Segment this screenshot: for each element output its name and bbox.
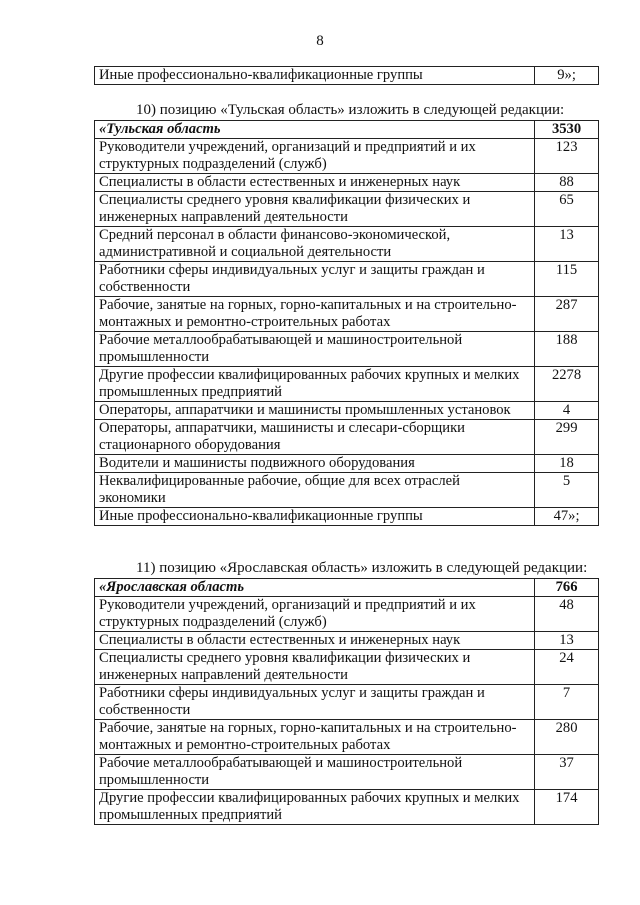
row-value: 4: [535, 402, 599, 420]
row-value: 9»;: [535, 67, 599, 85]
row-label: Работники сферы индивидуальных услуг и защиты граждан и собственности: [95, 262, 535, 297]
row-value: 115: [535, 262, 599, 297]
row-label: Специалисты среднего уровня квалификации физических и инженерных направлений деятельности: [95, 650, 535, 685]
page-number: 8: [316, 33, 324, 49]
table-row: [95, 402, 599, 420]
row-label: Неквалифицированные рабочие, общие для всех отраслей экономики: [95, 473, 535, 508]
row-value: 280: [535, 720, 599, 755]
table-row: [95, 650, 599, 685]
row-value: 24: [535, 650, 599, 685]
row-label: Рабочие, занятые на горных, горно-капитальных и на строительно-монтажных и ремонтно-строительных работах: [95, 297, 535, 332]
row-value: 2278: [535, 367, 599, 402]
table-row: [95, 174, 599, 192]
row-label: Водители и машинисты подвижного оборудования: [95, 455, 535, 473]
row-label: Специалисты в области естественных и инженерных наук: [95, 174, 535, 192]
region-total: 766: [535, 579, 599, 597]
row-label: Другие профессии квалифицированных рабочих крупных и мелких промышленных предприятий: [95, 790, 535, 825]
table-row: [95, 262, 599, 297]
row-value: 299: [535, 420, 599, 455]
row-value: 18: [535, 455, 599, 473]
row-value: 5: [535, 473, 599, 508]
row-label: Другие профессии квалифицированных рабочих крупных и мелких промышленных предприятий: [95, 367, 535, 402]
table-row: [95, 685, 599, 720]
tula-table: [94, 120, 599, 526]
row-label: Операторы, аппаратчики, машинисты и слесари-сборщики стационарного оборудования: [95, 420, 535, 455]
row-value: 287: [535, 297, 599, 332]
table-header-row: [95, 579, 599, 597]
row-value: 188: [535, 332, 599, 367]
row-label: Операторы, аппаратчики и машинисты промышленных установок: [95, 402, 535, 420]
prev-table: [94, 66, 599, 85]
row-value: 174: [535, 790, 599, 825]
table-row: [95, 297, 599, 332]
row-value: 47»;: [535, 508, 599, 526]
table-row: [95, 367, 599, 402]
row-label: Руководители учреждений, организаций и предприятий и их структурных подразделений (служб): [95, 139, 535, 174]
table-row: [95, 139, 599, 174]
row-value: 13: [535, 227, 599, 262]
paragraph-11: 11) позицию «Ярославская область» изложить в следующей редакции:: [136, 560, 588, 576]
row-value: 37: [535, 755, 599, 790]
row-label: Специалисты в области естественных и инженерных наук: [95, 632, 535, 650]
table-row: [95, 755, 599, 790]
row-label: Иные профессионально-квалификационные группы: [95, 67, 535, 85]
table-header-row: [95, 121, 599, 139]
row-label: Руководители учреждений, организаций и предприятий и их структурных подразделений (служб): [95, 597, 535, 632]
table-row: [95, 508, 599, 526]
row-label: Специалисты среднего уровня квалификации физических и инженерных направлений деятельности: [95, 192, 535, 227]
row-label: Работники сферы индивидуальных услуг и защиты граждан и собственности: [95, 685, 535, 720]
table-row: [95, 455, 599, 473]
region-name: «Ярославская область: [95, 579, 535, 597]
region-name: «Тульская область: [95, 121, 535, 139]
region-total: 3530: [535, 121, 599, 139]
row-value: 48: [535, 597, 599, 632]
table-row: [95, 790, 599, 825]
row-value: 7: [535, 685, 599, 720]
row-label: Иные профессионально-квалификационные группы: [95, 508, 535, 526]
table-row: [95, 192, 599, 227]
row-value: 65: [535, 192, 599, 227]
row-label: Рабочие металлообрабатывающей и машиностроительной промышленности: [95, 332, 535, 367]
table-row: [95, 227, 599, 262]
table-row: [95, 420, 599, 455]
table-row: [95, 473, 599, 508]
row-label: Рабочие металлообрабатывающей и машиностроительной промышленности: [95, 755, 535, 790]
table-row: [95, 67, 599, 85]
table-row: [95, 720, 599, 755]
row-label: Рабочие, занятые на горных, горно-капитальных и на строительно-монтажных и ремонтно-строительных работах: [95, 720, 535, 755]
row-label: Средний персонал в области финансово-экономической, административной и социальной деятельности: [95, 227, 535, 262]
yaroslavl-table: [94, 578, 599, 825]
table-row: [95, 332, 599, 367]
table-row: [95, 632, 599, 650]
paragraph-10: 10) позицию «Тульская область» изложить в следующей редакции:: [136, 102, 565, 118]
row-value: 88: [535, 174, 599, 192]
row-value: 13: [535, 632, 599, 650]
row-value: 123: [535, 139, 599, 174]
table-row: [95, 597, 599, 632]
